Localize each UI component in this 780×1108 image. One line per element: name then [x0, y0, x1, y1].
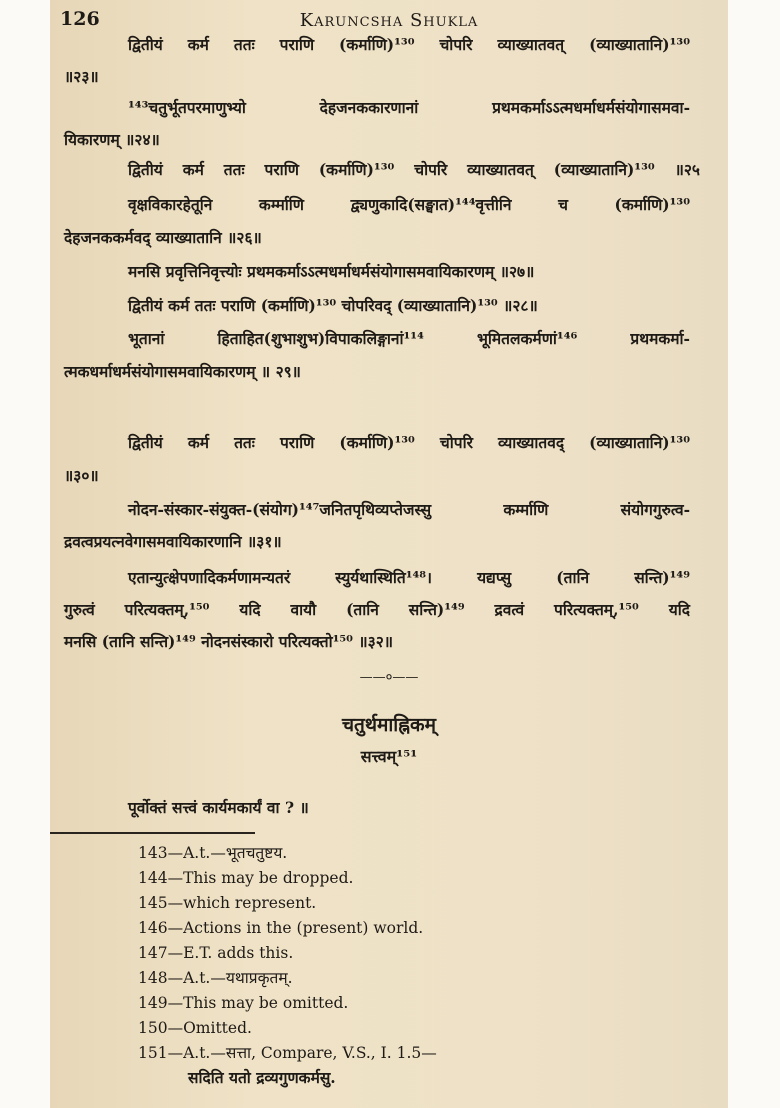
- sutra-32-line-3: मनसि (तानि सन्ति)¹⁴⁹ नोदनसंस्कारो परित्यक्तो¹⁵⁰ ॥३२॥: [64, 632, 394, 651]
- sutra-29-line-1: भूतानां हिताहित(शुभाशुभ)विपाकलिङ्गानां¹¹⁴ भूमितलकर्मणां¹⁴⁶ प्रथमकर्मा-: [128, 329, 690, 348]
- footnote-148: 148—A.t.—यथाप्रकृतम्.: [138, 969, 293, 987]
- page-number: 126: [60, 8, 100, 30]
- sutra-32-line-2: गुरुत्वं परित्यक्तम्,¹⁵⁰ यदि वायौ (तानि सन्ति)¹⁴⁹ द्रवत्वं परित्यक्तम्,¹⁵⁰ यदि: [64, 600, 690, 619]
- sutra-31-line-1: नोदन-संस्कार-संयुक्त-(संयोग)¹⁴⁷जनितपृथिव्यप्तेजस्सु कर्म्माणि संयोगगुरुत्व-: [128, 500, 690, 519]
- sutra-28-line-1: द्वितीयं कर्म ततः पराणि (कर्माणि)¹³⁰ चोपरिवद् (व्याख्यातानि)¹³⁰ ॥२८॥: [128, 296, 538, 315]
- sutra-32-line-1: एतान्युत्क्षेपणादिकर्मणामन्यतरं स्युर्यथास्थिति¹⁴⁸। यद्यप्सु (तानि सन्ति)¹⁴⁹: [128, 568, 690, 587]
- sutra-23-line-2: ॥२३॥: [64, 67, 99, 86]
- sutra-24-line-1: ¹⁴³चतुर्भूतपरमाणुभ्यो देहजनककारणानां प्रथमकर्माऽऽत्मधर्माधर्मसंयोगासमवा-: [128, 98, 690, 117]
- sutra-23-line-1: द्वितीयं कर्म ततः पराणि (कर्माणि)¹³⁰ चोपरि व्याख्यातवत् (व्याख्यातानि)¹³⁰: [128, 35, 690, 54]
- sutra-30-line-2: ॥३०॥: [64, 466, 99, 485]
- question-sutra: पूर्वोक्तं सत्त्वं कार्यमकार्यं वा ? ॥: [128, 798, 309, 817]
- footnote-144: 144—This may be dropped.: [138, 869, 354, 887]
- section-ornament: ——०——: [359, 670, 419, 685]
- sutra-25-line-1: द्वितीयं कर्म ततः पराणि (कर्माणि)¹³⁰ चोपरि व्याख्यातवत् (व्याख्यातानि)¹³⁰ ॥२५: [128, 160, 700, 179]
- section-heading: चतुर्थमाह्निकम्: [341, 714, 436, 736]
- sutra-24-line-2: यिकारणम् ॥२४॥: [64, 130, 160, 149]
- footnote-147: 147—E.T. adds this.: [138, 944, 294, 962]
- footnote-151: 151—A.t.—सत्ता, Compare, V.S., I. 1.5—: [138, 1044, 437, 1062]
- sutra-30-line-1: द्वितीयं कर्म ततः पराणि (कर्माणि)¹³⁰ चोपरि व्याख्यातवद् (व्याख्यातानि)¹³⁰: [128, 433, 690, 452]
- footnote-divider: [50, 832, 255, 834]
- footnote-146: 146—Actions in the (present) world.: [138, 919, 424, 937]
- running-title: Karuncsha Shukla: [299, 10, 479, 31]
- sutra-26-line-2: देहजनककर्मवद् व्याख्यातानि ॥२६॥: [64, 228, 262, 247]
- footnote-150: 150—Omitted.: [138, 1019, 252, 1037]
- footnote-151-continuation: सदिति यतो द्रव्यगुणकर्मसु.: [188, 1068, 336, 1087]
- section-subheading: सत्त्वम्¹⁵¹: [360, 747, 418, 766]
- sutra-26-line-1: वृक्षविकारहेतूनि कर्म्माणि द्व्यणुकादि(सङ्घात)¹⁴⁴वृत्तीनि च (कर्माणि)¹³⁰: [128, 195, 690, 214]
- footnote-149: 149—This may be omitted.: [138, 994, 349, 1012]
- sutra-29-line-2: त्मकधर्माधर्मसंयोगासमवायिकारणम् ॥ २९॥: [64, 362, 301, 381]
- footnote-145: 145—which represent.: [138, 894, 317, 912]
- footnote-143: 143—A.t.—भूतचतुष्टय.: [138, 844, 288, 862]
- sutra-27-line-1: मनसि प्रवृत्तिनिवृत्त्योः प्रथमकर्माऽऽत्मधर्माधर्मसंयोगासमवायिकारणम् ॥२७॥: [128, 262, 535, 281]
- sutra-31-line-2: द्रवत्वप्रयत्नवेगासमवायिकारणानि ॥३१॥: [64, 532, 282, 551]
- book-page: [50, 0, 728, 1108]
